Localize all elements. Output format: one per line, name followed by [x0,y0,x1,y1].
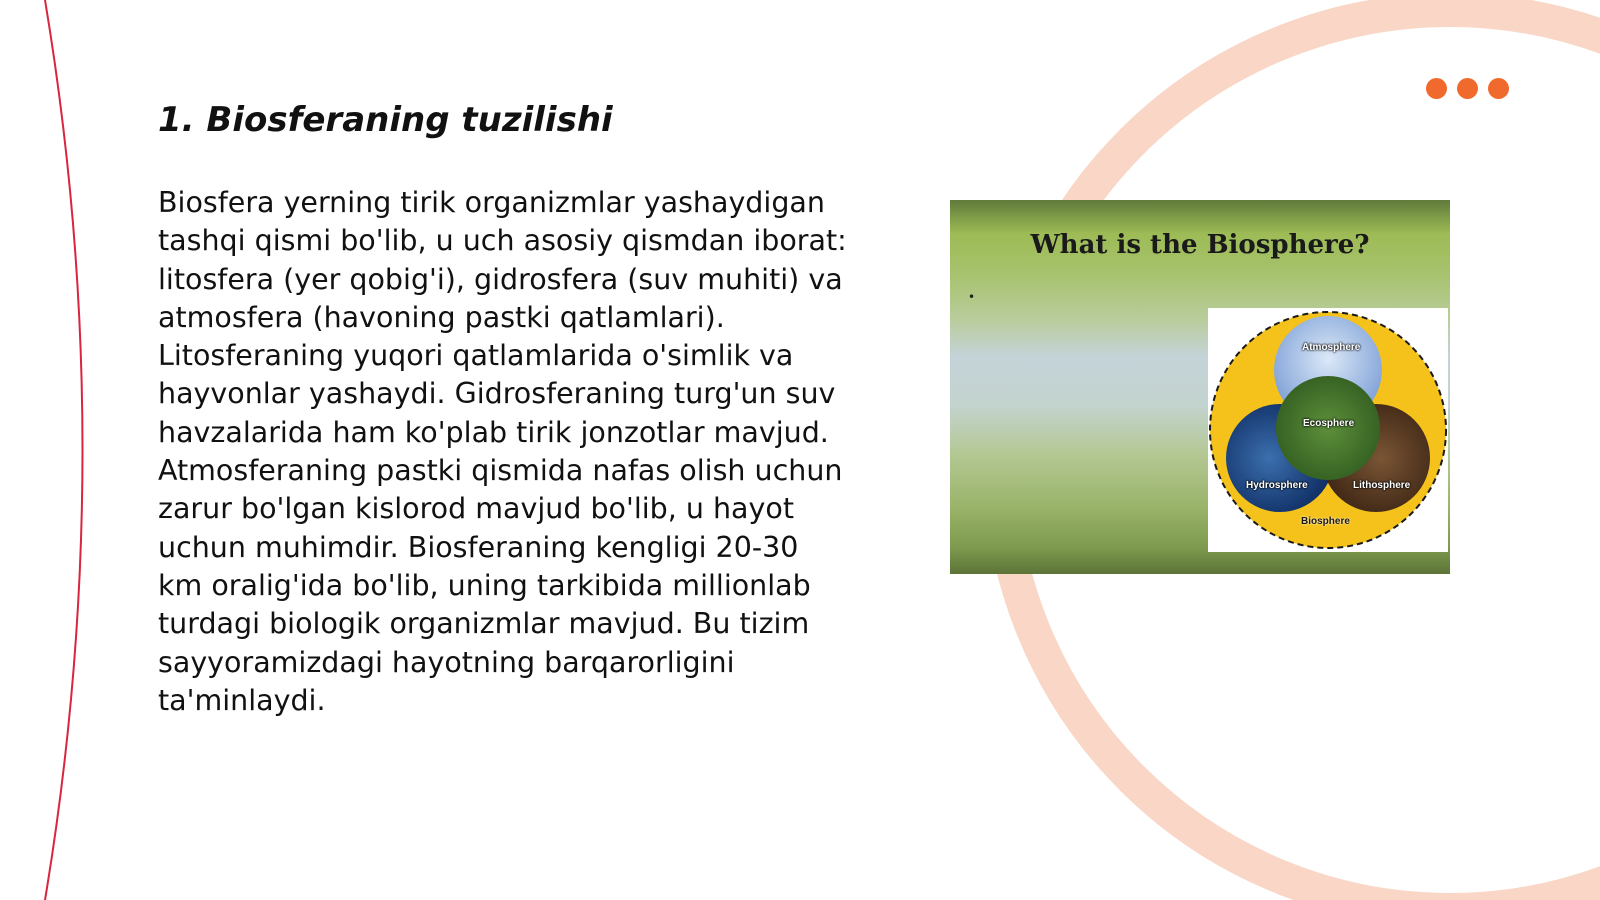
slide-heading: 1. Biosferaning tuzilishi [158,100,613,140]
biosphere-slide-image [950,200,1450,574]
label-ecosphere: Ecosphere [1303,418,1355,429]
label-atmosphere: Atmosphere [1302,342,1361,353]
dot-1 [1426,78,1447,99]
label-hydrosphere: Hydrosphere [1246,480,1308,491]
left-red-curve [45,0,83,900]
body-paragraph: Biosfera yerning tirik organizmlar yashaydigan tashqi qismi bo'lib, u uch asosiy qismdan iborat: litosfera (yer qobig'i), gidrosfera (suv muhiti) va atmosfera (havoning pastki qatlamlari). Litosferaning yuqori qatlamlarida o'simlik va hayvonlar yashaydi. Gidrosferaning turg'un suv havzalarida ham ko'plab tirik jonzotlar mavjud. Atmosferaning pastki qismida nafas olish uchun zarur bo'lgan kislorod mavjud bo'lib, u hayot uchun muhimdir. Biosferaning kengligi 20-30 km oralig'ida bo'lib, uning tarkibida millionlab turdagi biologik organizmlar mavjud. Bu tizim sayyoramizdagi hayotning barqarorligini ta'minlaydi. [158,186,847,717]
label-biosphere: Biosphere [1301,516,1350,527]
image-title: What is the Biosphere? [1030,230,1370,260]
dot-2 [1457,78,1478,99]
dot-3 [1488,78,1509,99]
label-lithosphere: Lithosphere [1353,480,1411,491]
venn-diagram [1208,308,1448,552]
image-bullet: • [968,290,976,304]
more-dots-icon [1426,78,1509,99]
